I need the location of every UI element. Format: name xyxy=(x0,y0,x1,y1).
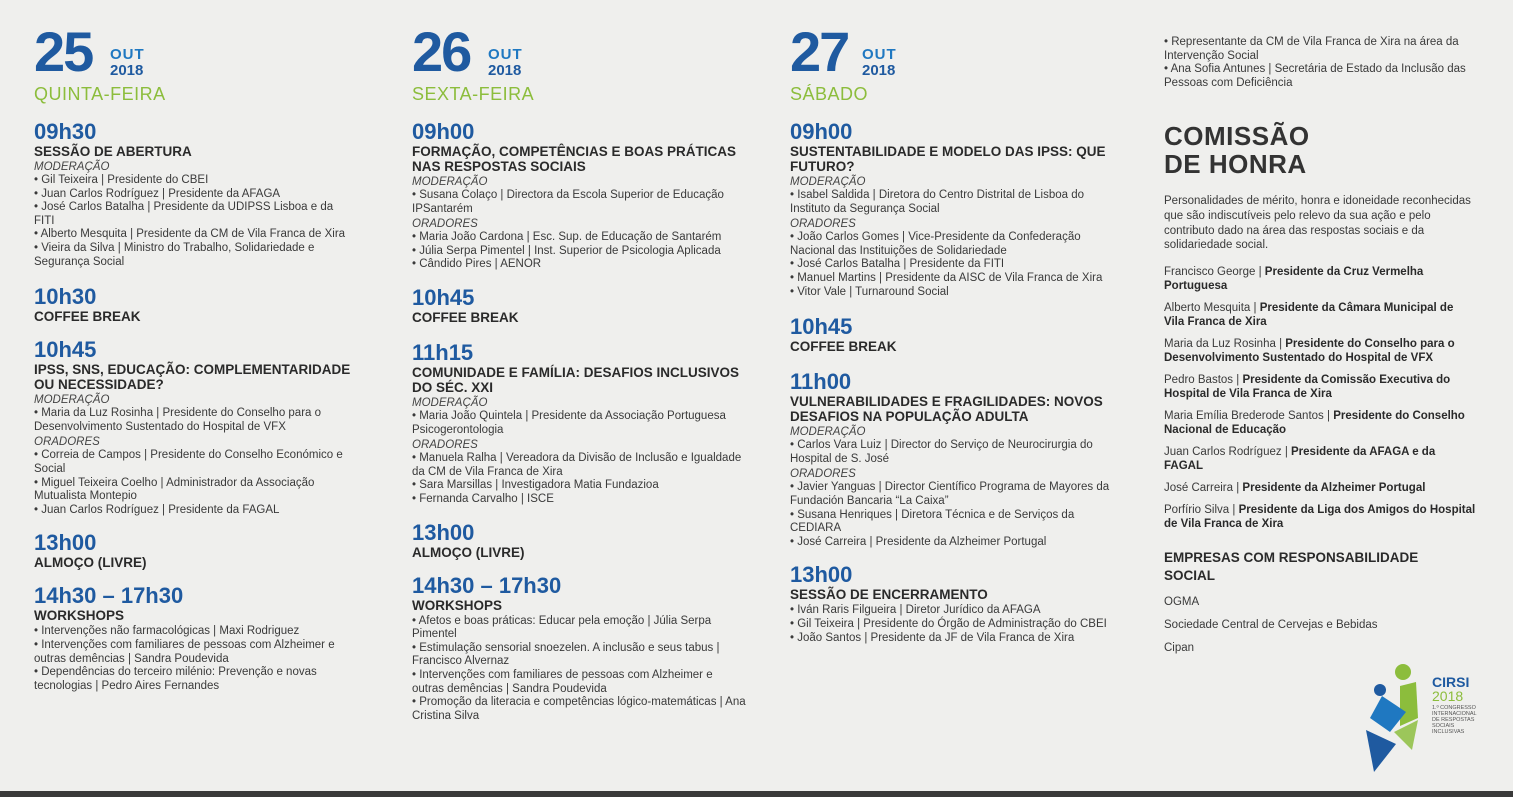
session-block xyxy=(412,341,747,507)
participant-item: • Javier Yanguas | Director Científico Programa de Mayores da Fundación Bancaria “La Caixa” xyxy=(790,481,1110,507)
member-name: Francisco George xyxy=(1164,265,1256,278)
session-title: SESSÃO DE ABERTURA xyxy=(34,144,192,159)
participant-item: • Manuel Martins | Presidente da AISC de Vila Franca de Xira xyxy=(790,271,1103,284)
session-block xyxy=(34,531,354,570)
honra-member xyxy=(1164,373,1476,401)
participant-item: • Sara Marsillas | Investigadora Matia Fundazioa xyxy=(412,479,659,492)
month-label: OUT xyxy=(488,46,523,63)
member-separator: | xyxy=(1233,373,1243,386)
logo-name: CIRSI xyxy=(1432,674,1470,690)
session-title: ALMOÇO (LIVRE) xyxy=(34,555,147,571)
session-block xyxy=(412,521,747,560)
honra-member xyxy=(1164,301,1476,329)
member-role: Presidente do Conselho Nacional de Educação xyxy=(1164,409,1465,436)
closing-extra-item: • Ana Sofia Antunes | Secretária de Estado da Inclusão das Pessoas com Deficiência xyxy=(1164,63,1466,89)
day-number: 27 xyxy=(790,20,849,83)
participant-item: • Intervenções não farmacológicas | Maxi Rodriguez xyxy=(34,625,300,638)
participant-item: • Cândido Pires | AENOR xyxy=(412,258,542,271)
member-role: Presidente do Conselho para o Desenvolvimento Sustentado do Hospital de VFX xyxy=(1164,337,1455,364)
role-label: MODERAÇÃO xyxy=(34,161,110,173)
participant-item: • Iván Raris Filgueira | Diretor Jurídico da AFAGA xyxy=(790,604,1041,617)
honra-member xyxy=(1164,481,1476,495)
participant-item: • Susana Colaço | Directora da Escola Superior de Educação IPSantarém xyxy=(412,189,724,215)
empresas-title-line2: SOCIAL xyxy=(1164,567,1216,583)
participant-item: • José Carlos Batalha | Presidente da FITI xyxy=(790,258,1005,271)
session-time: 14h30 – 17h30 xyxy=(34,583,184,609)
member-name: Maria da Luz Rosinha xyxy=(1164,337,1276,350)
participant-item: • Miguel Teixeira Coelho | Administrador da Associação Mutualista Montepio xyxy=(34,476,315,503)
participant-item: • Susana Henriques | Diretora Técnica e de Serviços da CEDIARA xyxy=(790,508,1075,535)
session-block xyxy=(34,338,354,517)
participant-item: • Promoção da literacia e competências lógico-matemáticas | Ana Cristina Silva xyxy=(412,696,746,722)
session-title: COFFEE BREAK xyxy=(34,309,141,325)
honra-member xyxy=(1164,409,1476,437)
session-time: 13h00 xyxy=(412,519,475,545)
role-label: MODERAÇÃO xyxy=(34,394,110,407)
participant-item: • João Santos | Presidente da JF de Vila Franca de Xira xyxy=(790,631,1075,644)
member-role: Presidente da Liga dos Amigos do Hospital de Vila Franca de Xira xyxy=(1164,503,1476,530)
role-label: ORADORES xyxy=(34,436,100,449)
participant-item: • Maria João Cardona | Esc. Sup. de Educação de Santarém xyxy=(412,231,722,244)
logo-year: 2018 xyxy=(1432,688,1464,704)
logo-text xyxy=(1432,675,1480,735)
participant-item: • Juan Carlos Rodríguez | Presidente da AFAGA xyxy=(34,187,281,200)
session-block xyxy=(790,370,1110,549)
session-title: FORMAÇÃO, COMPETÊNCIAS E BOAS PRÁTICAS NAS RESPOSTAS SOCIAIS xyxy=(412,144,737,174)
session-block xyxy=(790,315,1110,354)
role-label: MODERAÇÃO xyxy=(412,176,488,188)
member-name: Porfírio Silva xyxy=(1164,503,1230,516)
honra-intro: Personalidades de mérito, honra e idoneidade reconhecidas que são indiscutíveis pelo relevo da sua ação e pelo contributo dado na área das respostas sociais e da solidariedade social. xyxy=(1164,195,1471,252)
honra-title-line2: DE HONRA xyxy=(1164,149,1307,180)
member-role: Presidente da Cruz Vermelha Portuguesa xyxy=(1164,265,1424,292)
member-role: Presidente da Alzheimer Portugal xyxy=(1242,481,1426,494)
session-title: ALMOÇO (LIVRE) xyxy=(412,544,525,560)
member-separator: | xyxy=(1281,445,1292,458)
honra-member xyxy=(1164,265,1476,293)
day-number: 26 xyxy=(412,20,471,83)
participant-item: • João Carlos Gomes | Vice-Presidente da Confederação Nacional das Instituições de Solidariedade xyxy=(790,231,1081,257)
participant-item: • Vitor Vale | Turnaround Social xyxy=(790,285,949,298)
role-label: ORADORES xyxy=(790,218,856,231)
participant-item: • Alberto Mesquita | Presidente da CM de Vila Franca de Xira xyxy=(34,228,346,241)
participant-item: • Correia de Campos | Presidente do Conselho Económico e Social xyxy=(34,449,343,475)
member-name: Pedro Bastos xyxy=(1164,373,1234,386)
session-title: SESSÃO DE ENCERRAMENTO xyxy=(790,587,988,603)
member-role: Presidente da AFAGA e da FAGAL xyxy=(1164,445,1436,472)
session-block xyxy=(412,286,747,325)
honra-title xyxy=(1164,122,1476,178)
weekday-label: QUINTA-FEIRA xyxy=(34,84,166,104)
session-time: 14h30 – 17h30 xyxy=(412,572,562,598)
role-label: ORADORES xyxy=(790,468,856,481)
member-name: Alberto Mesquita xyxy=(1164,301,1251,314)
participant-item: • Dependências do terceiro milénio: Prevenção e novas tecnologias | Pedro Aires Fernandes xyxy=(34,666,317,692)
participant-item: • Gil Teixeira | Presidente do Órgão de Administração do CBEI xyxy=(790,617,1107,630)
session-time: 11h00 xyxy=(790,369,852,395)
role-label: MODERAÇÃO xyxy=(790,176,866,188)
participant-item: • Gil Teixeira | Presidente do CBEI xyxy=(34,174,209,186)
participant-item: • José Carlos Batalha | Presidente da UDIPSS Lisboa e da FITI xyxy=(34,201,334,227)
company: OGMA xyxy=(1164,595,1200,608)
member-separator: | xyxy=(1275,337,1286,350)
honra-members xyxy=(1164,265,1476,531)
company: Sociedade Central de Cervejas e Bebidas xyxy=(1164,618,1378,631)
participant-item: • Júlia Serpa Pimentel | Inst. Superior de Psicologia Aplicada xyxy=(412,244,721,257)
role-label: ORADORES xyxy=(412,218,478,231)
closing-extra-list xyxy=(1164,36,1476,90)
session-block xyxy=(34,285,354,324)
empresas-title-line1: EMPRESAS COM RESPONSABILIDADE xyxy=(1164,549,1419,565)
session-time: 10h45 xyxy=(790,314,853,340)
session-time: 13h00 xyxy=(790,562,853,588)
month-label: OUT xyxy=(110,46,145,63)
session-title: COFFEE BREAK xyxy=(412,309,519,325)
participant-item: • Fernanda Carvalho | ISCE xyxy=(412,492,554,505)
participant-item: • Isabel Saldida | Diretora do Centro Distrital de Lisboa do Instituto da Segurança Social xyxy=(790,189,1085,215)
participant-item: • José Carreira | Presidente da Alzheimer Portugal xyxy=(790,535,1047,548)
day-number: 25 xyxy=(34,20,93,83)
session-block xyxy=(412,574,747,724)
role-label: MODERAÇÃO xyxy=(412,396,488,409)
participant-item: • Carlos Vara Luiz | Director do Serviço de Neurocirurgia do Hospital de S. José xyxy=(790,439,1093,465)
session-time: 13h00 xyxy=(34,530,97,556)
participant-item: • Maria da Luz Rosinha | Presidente do Conselho para o Desenvolvimento Sustentado do Hospital de VFX xyxy=(34,407,322,433)
session-block xyxy=(790,120,1110,299)
weekday-label: SÁBADO xyxy=(790,84,869,104)
col-26 xyxy=(412,20,747,723)
honra-member xyxy=(1164,445,1476,473)
company: Cipan xyxy=(1164,641,1195,654)
session-title: IPSS, SNS, EDUCAÇÃO: COMPLEMENTARIDADE OU NECESSIDADE? xyxy=(34,362,351,393)
participant-item: • Estimulação sensorial snoezelen. A inclusão e seus tabus | Francisco Alvernaz xyxy=(412,641,720,668)
participant-item: • Vieira da Silva | Ministro do Trabalho, Solidariedade e Segurança Social xyxy=(34,241,315,268)
session-time: 10h45 xyxy=(34,337,97,363)
honra-column xyxy=(1164,36,1476,664)
session-title: COFFEE BREAK xyxy=(790,339,897,355)
page-bottom-border xyxy=(0,791,1513,797)
col-27 xyxy=(790,20,1110,645)
session-time: 09h30 xyxy=(34,119,97,144)
session-block xyxy=(34,120,354,269)
session-block xyxy=(790,563,1110,645)
member-role: Presidente da Comissão Executiva do Hospital de Vila Franca de Xira xyxy=(1164,373,1451,400)
year-label: 2018 xyxy=(110,62,144,79)
session-time: 11h15 xyxy=(412,339,474,365)
date-header xyxy=(412,20,747,120)
participant-item: • Afetos e boas práticas: Educar pela emoção | Júlia Serpa Pimentel xyxy=(412,614,712,641)
month-label: OUT xyxy=(862,46,897,63)
member-role: Presidente da Câmara Municipal de Vila Franca de Xira xyxy=(1164,301,1454,328)
session-title: VULNERABILIDADES E FRAGILIDADES: NOVOS DESAFIOS NA POPULAÇÃO ADULTA xyxy=(790,394,1103,425)
member-name: Maria Emília Brederode Santos xyxy=(1164,409,1324,422)
session-block xyxy=(412,120,747,272)
participant-item: • Intervenções com familiares de pessoas com Alzheimer e outras demências | Sandra Poudevida xyxy=(34,638,335,665)
member-separator: | xyxy=(1255,265,1265,278)
date-header xyxy=(790,20,1110,120)
session-time: 09h00 xyxy=(412,119,475,144)
weekday-label: SEXTA-FEIRA xyxy=(412,84,535,104)
member-separator: | xyxy=(1323,409,1334,422)
participant-item: • Juan Carlos Rodríguez | Presidente da FAGAL xyxy=(34,503,280,516)
role-label: MODERAÇÃO xyxy=(790,426,866,439)
participant-item: • Intervenções com familiares de pessoas com Alzheimer e outras demências | Sandra Poudevida xyxy=(412,668,713,695)
logo-subtitle: 1.º CONGRESSO INTERNACIONAL DE RESPOSTAS SOCIAIS INCLUSIVAS xyxy=(1432,705,1477,735)
participant-item: • Manuela Ralha | Vereadora da Divisão de Inclusão e Igualdade da CM de Vila Franca de Xira xyxy=(412,452,742,478)
session-time: 10h30 xyxy=(34,284,97,310)
year-label: 2018 xyxy=(488,62,522,79)
member-name: Juan Carlos Rodríguez xyxy=(1164,445,1282,458)
member-name: José Carreira xyxy=(1164,481,1234,494)
member-separator: | xyxy=(1250,301,1260,314)
col-25 xyxy=(34,20,354,693)
member-separator: | xyxy=(1229,503,1239,516)
role-label: ORADORES xyxy=(412,439,478,452)
honra-title-line1: COMISSÃO xyxy=(1164,121,1310,152)
closing-extra-item: • Representante da CM de Vila Franca de Xira na área da Intervenção Social xyxy=(1164,36,1459,62)
session-title: COMUNIDADE E FAMÍLIA: DESAFIOS INCLUSIVOS DO SÉC. XXI xyxy=(412,364,740,395)
participant-item: • Maria João Quintela | Presidente da Associação Portuguesa Psicogerontologia xyxy=(412,409,726,436)
session-time: 10h45 xyxy=(412,284,475,310)
session-title: WORKSHOPS xyxy=(34,608,125,624)
date-header xyxy=(34,20,354,120)
empresas-title xyxy=(1164,549,1476,585)
session-block xyxy=(34,584,354,693)
year-label: 2018 xyxy=(862,62,896,79)
honra-member xyxy=(1164,337,1476,365)
honra-member xyxy=(1164,503,1476,531)
session-time: 09h00 xyxy=(790,119,853,144)
member-separator: | xyxy=(1233,481,1243,494)
session-title: WORKSHOPS xyxy=(412,597,503,613)
session-title: SUSTENTABILIDADE E MODELO DAS IPSS: QUE FUTURO? xyxy=(790,144,1106,174)
